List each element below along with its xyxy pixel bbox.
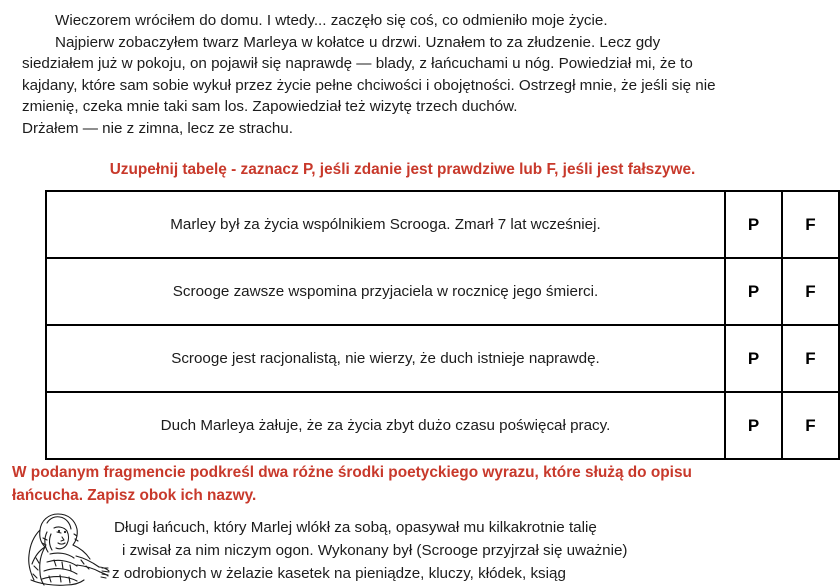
passage-line: zmienię, czeka mnie taki sam los. Zapowiedział też wizytę trzech duchów. [22, 98, 518, 115]
statement-cell: Duch Marleya żałuje, że za życia zbyt dużo czasu poświęcał pracy. [46, 392, 725, 459]
table-row [46, 191, 839, 258]
statement-cell: Scrooge jest racjonalistą, nie wierzy, że duch istnieje naprawdę. [46, 325, 725, 392]
table-row [46, 325, 839, 392]
instruction-heading-poetic-devices [12, 461, 802, 507]
table-row [46, 392, 839, 459]
excerpt-line: Długi łańcuch, który Marlej wlókł za sobą, opasywał mu kilkakrotnie talię [114, 519, 597, 536]
ghost-figure-illustration [14, 510, 112, 586]
excerpt-line: z odrobionych w żelazie kasetek na pieniądze, kluczy, kłódek, ksiąg [112, 565, 566, 582]
mark-false-cell[interactable]: F [782, 258, 839, 325]
statement-cell: Marley był za życia wspólnikiem Scrooga. Zmarł 7 lat wcześniej. [46, 191, 725, 258]
excerpt-text [112, 516, 812, 585]
mark-false-cell[interactable]: F [782, 325, 839, 392]
mark-true-cell[interactable]: P [725, 191, 782, 258]
instruction-heading-table: Uzupełnij tabelę - zaznacz P, jeśli zdanie jest prawdziwe lub F, jeśli jest fałszywe. [109, 161, 696, 178]
instruction-line: łańcucha. Zapisz obok ich nazwy. [12, 487, 257, 504]
true-false-table [45, 190, 840, 460]
passage-line: Wieczorem wróciłem do domu. I wtedy... zaczęło się coś, co odmieniło moje życie. [55, 12, 608, 29]
passage-line: siedziałem już w pokoju, on pojawił się naprawdę — blady, z łańcuchami u nóg. Powiedział mi, że to [22, 55, 693, 72]
statement-cell: Scrooge zawsze wspomina przyjaciela w rocznicę jego śmierci. [46, 258, 725, 325]
passage-line: Najpierw zobaczyłem twarz Marleya w kołatce u drzwi. Uznałem to za złudzenie. Lecz gdy [55, 33, 661, 51]
table-row [46, 258, 839, 325]
mark-false-cell[interactable]: F [782, 191, 839, 258]
excerpt-line: i zwisał za nim niczym ogon. Wykonany był (Scrooge przyjrzał się uważnie) [122, 542, 628, 559]
mark-true-cell[interactable]: P [725, 325, 782, 392]
passage-line: Drżałem — nie z zimna, lecz ze strachu. [22, 119, 293, 137]
passage-line: kajdany, które sam sobie wykuł przez życie pełne chciwości i obojętności. Ostrzegł mnie, że jeśli się nie [22, 76, 716, 94]
mark-true-cell[interactable]: P [725, 392, 782, 459]
instruction-line: W podanym fragmencie podkreśl dwa różne środki poetyckiego wyrazu, które służą do opisu [12, 464, 692, 481]
mark-false-cell[interactable]: F [782, 392, 839, 459]
excerpt-block [0, 508, 805, 585]
narrative-passage [0, 10, 840, 139]
mark-true-cell[interactable]: P [725, 258, 782, 325]
